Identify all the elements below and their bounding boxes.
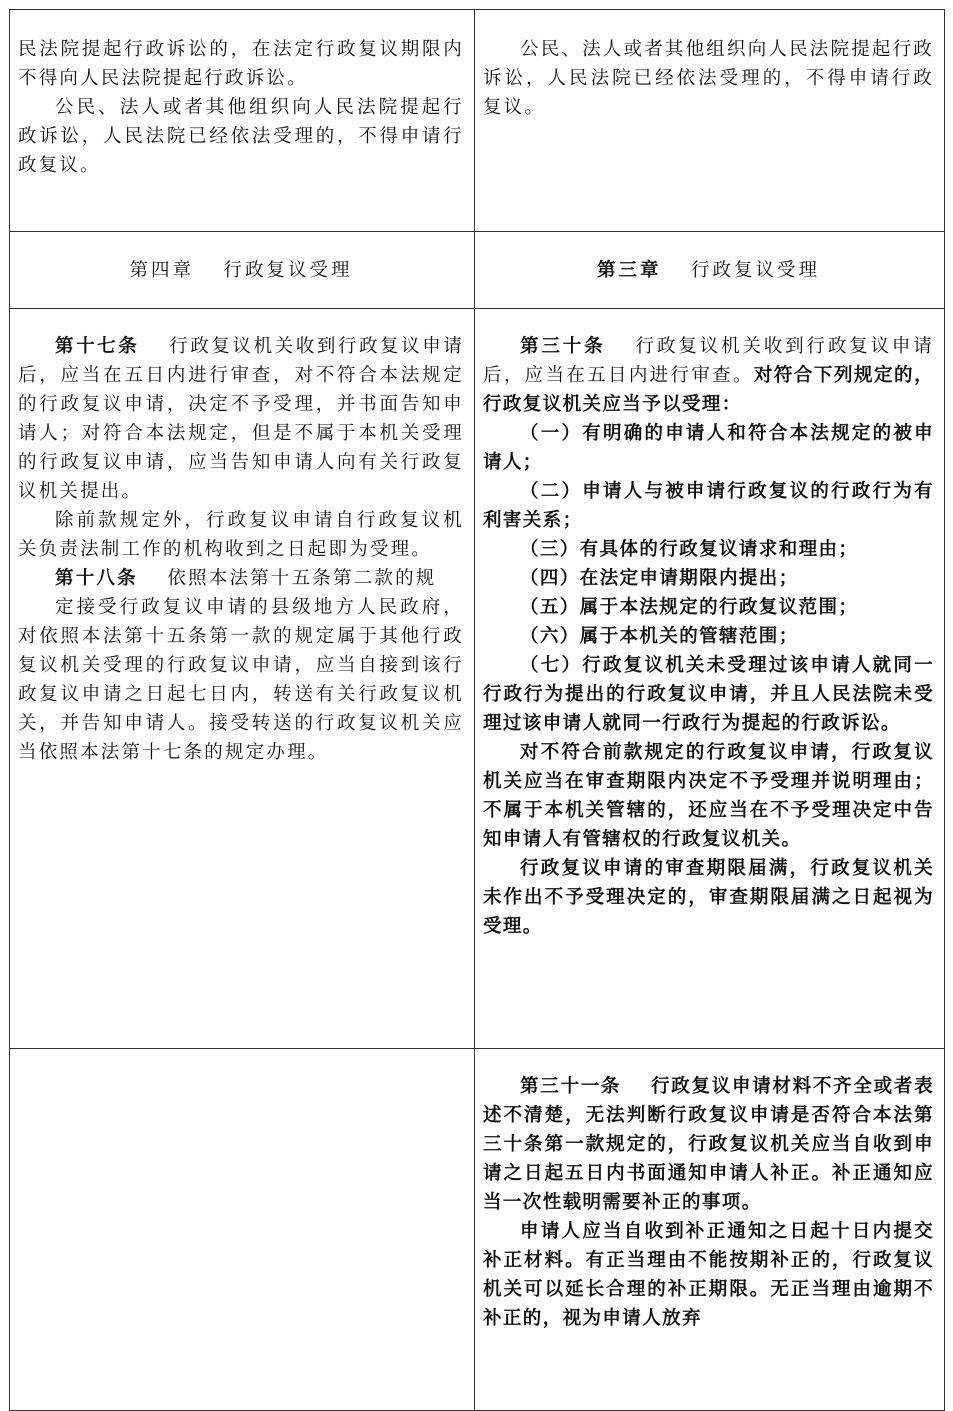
paragraph: 定接受行政复议申请的县级地方人民政府，对依照本法第十五条第一款的规定属于其他行政复议机关受理的行政复议申请，应当自接到该行政复议申请之日起七日内，转送有关行政复议机关，并告知申请人。接受转送的行政复议机关应当依照本法第十七条的规定办理。 <box>18 597 464 763</box>
paragraph: 行政复议申请的审查期限届满，行政复议机关未作出不予受理决定的，审查期限届满之日起视为受理。 <box>483 858 934 937</box>
article-text: 行政复议机关收到行政复议申请后，应当在五日内进行审查，对不符合本法规定的行政复议申请，决定不予受理，并书面告知申请人；对符合本法规定，但是不属于本机关受理的行政复议申请，应当告知申请人向有关行政复议机关提出。 <box>18 336 464 502</box>
list-item: （二）申请人与被申请行政复议的行政行为有利害关系； <box>483 481 934 531</box>
paragraph: 除前款规定外，行政复议申请自行政复议机关负责法制工作的机构收到之日起即为受理。 <box>18 510 464 560</box>
paragraph: 公民、法人或者其他组织向人民法院提起行政诉讼，人民法院已经依法受理的，不得申请行政复议。 <box>18 97 464 176</box>
new-chapter-heading <box>475 232 945 309</box>
list-item: （七）行政复议机关未受理过该申请人就同一行政行为提出的行政复议申请，并且人民法院未受理过该申请人就同一行政行为提起的行政诉讼。 <box>483 655 934 734</box>
article-number: 第三十一条 <box>520 1076 622 1097</box>
list-item: （五）属于本法规定的行政复议范围； <box>520 597 859 618</box>
article-number: 第十七条 <box>55 336 140 357</box>
paragraph: 民法院提起行政诉讼的，在法定行政复议期限内不得向人民法院提起行政诉讼。 <box>18 39 464 89</box>
chapter-title: 行政复议受理 <box>223 259 353 281</box>
article-number: 第三十条 <box>520 336 606 357</box>
new-law-cell <box>475 309 945 1049</box>
list-item: （四）在法定申请期限内提出； <box>520 568 799 589</box>
list-item: （一）有明确的申请人和符合本法规定的被申请人； <box>483 423 934 473</box>
article-18 <box>18 564 464 593</box>
chapter-number: 第四章 <box>129 259 194 281</box>
article-30 <box>483 332 934 419</box>
article-text: 行政复议机关收到行政复议申请后，应当在五日内进行审查。 <box>483 336 934 386</box>
old-law-cell <box>10 10 475 232</box>
table-row <box>10 309 945 1049</box>
article-31 <box>483 1072 934 1217</box>
new-law-cell <box>475 10 945 232</box>
paragraph: 申请人应当自收到补正通知之日起十日内提交补正材料。有正当理由不能按期补正的，行政复议机关可以延长合理的补正期限。无正当理由逾期不补正的，视为申请人放弃 <box>483 1221 934 1329</box>
old-law-cell-empty <box>10 1049 475 1411</box>
table-row <box>10 1049 945 1411</box>
chapter-title: 行政复议受理 <box>691 259 821 281</box>
article-text: 依照本法第十五条第二款的规 <box>167 568 437 589</box>
table-row <box>10 10 945 232</box>
new-law-cell <box>475 1049 945 1411</box>
old-law-cell <box>10 309 475 1049</box>
article-text-amended: 对符合下列规定的，行政复议机关应当予以受理： <box>483 365 934 415</box>
paragraph: 对不符合前款规定的行政复议申请，行政复议机关应当在审查期限内决定不予受理并说明理由；不属于本机关管辖的，还应当在不予受理决定中告知申请人有管辖权的行政复议机关。 <box>483 742 934 850</box>
old-chapter-heading <box>10 232 475 309</box>
article-number: 第十八条 <box>55 568 138 589</box>
article-17 <box>18 332 464 506</box>
chapter-number: 第三章 <box>596 259 662 281</box>
paragraph: 公民、法人或者其他组织向人民法院提起行政诉讼，人民法院已经依法受理的，不得申请行政复议。 <box>483 39 935 118</box>
comparison-table <box>9 9 945 1411</box>
article-text: 行政复议申请材料不齐全或者表述不清楚，无法判断行政复议申请是否符合本法第三十条第一款规定的，行政复议机关应当自收到申请之日起五日内书面通知申请人补正。补正通知应当一次性载明需要补正的事项。 <box>483 1076 934 1213</box>
list-item: （三）有具体的行政复议请求和理由； <box>520 539 859 560</box>
table-row <box>10 232 945 309</box>
list-item: （六）属于本机关的管辖范围； <box>520 626 799 647</box>
